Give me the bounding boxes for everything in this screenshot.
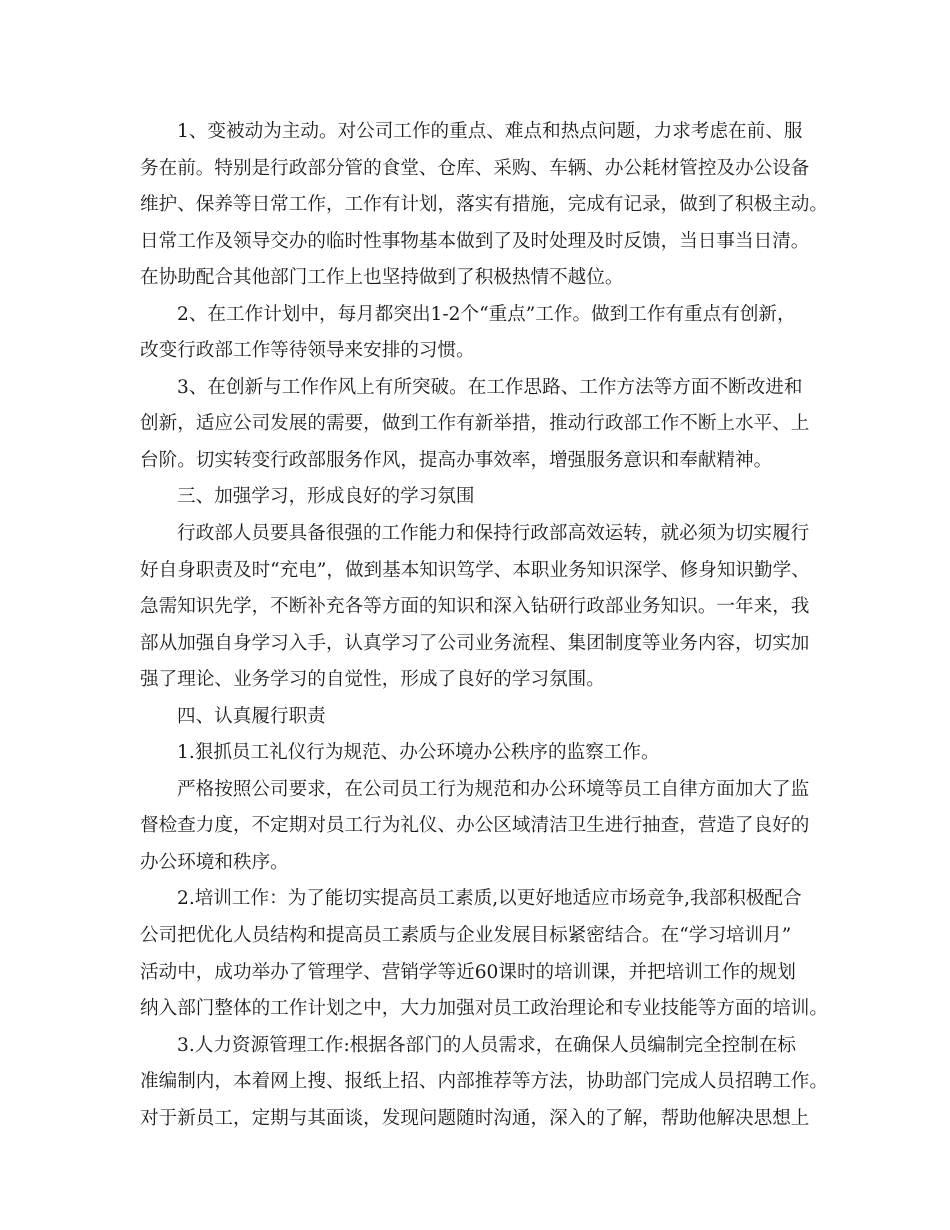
text-line: 在协助配合其他部门工作上也坚持做到了积极热情不越位。 <box>140 267 624 289</box>
text-line: 办公环境和秩序。 <box>140 851 289 873</box>
text-line: 纳入部门整体的工作计划之中，大力加强对员工政治理论和专业技能等方面的培训。 <box>140 998 828 1020</box>
text-line: 强了理论、业务学习的自觉性，形成了良好的学习氛围。 <box>140 669 605 691</box>
text-line: 部从加强自身学习入手，认真学习了公司业务流程、集团制度等业务内容，切实加 <box>140 632 810 654</box>
text-line: 对于新员工，定期与其面谈，发现问题随时沟通，深入的了解，帮助他解决思想上 <box>140 1107 810 1129</box>
text-line: 3.人力资源管理工作:根据各部门的人员需求，在确保人员编制完全控制在标 <box>177 1034 797 1056</box>
text-line: 台阶。切实转变行政部服务作风，提高办事效率，增强服务意识和奉献精神。 <box>140 449 773 471</box>
text-line: 3、在创新与工作作风上有所突破。在工作思路、工作方法等方面不断改进和 <box>177 376 803 398</box>
text-line: 急需知识先学，不断补充各等方面的知识和深入钻研行政部业务知识。一年来，我 <box>140 596 810 618</box>
text-line: 准编制内，本着网上搜、报纸上招、内部推荐等方法，协助部门完成人员招聘工作。 <box>140 1071 828 1093</box>
text-line: 2、在工作计划中，每月都突出1-2个“重点”工作。做到工作有重点有创新， <box>177 303 796 325</box>
text-line: 公司把优化人员结构和提高员工素质与企业发展目标紧密结合。在“学习培训月” <box>140 925 792 947</box>
text-line: 好自身职责及时“充电”，做到基本知识笃学、本职业务知识深学、修身知识勤学、 <box>140 559 810 581</box>
text-line: 1.狠抓员工礼仪行为规范、办公环境办公秩序的监察工作。 <box>177 742 660 764</box>
text-line: 2.培训工作：为了能切实提高员工素质,以更好地适应市场竞争,我部积极配合 <box>177 888 802 910</box>
text-line: 日常工作及领导交办的临时性事物基本做到了及时处理及时反馈，当日事当日清。 <box>140 230 810 252</box>
text-line: 1、变被动为主动。对公司工作的重点、难点和热点问题，力求考虑在前、服 <box>177 121 803 142</box>
text-line: 行政部人员要具备很强的工作能力和保持行政部高效运转，就必须为切实履行 <box>177 523 810 545</box>
text-line: 严格按照公司要求，在公司员工行为规范和办公环境等员工自律方面加大了监 <box>177 778 810 800</box>
document-body <box>140 114 830 1137</box>
text-line: 改变行政部工作等待领导来安排的习惯。 <box>140 340 475 362</box>
text-line: 创新，适应公司发展的需要，做到工作有新举措，推动行政部工作不断上水平、上 <box>140 413 810 435</box>
text-line: 务在前。特别是行政部分管的食堂、仓库、采购、车辆、办公耗材管控及办公设备 <box>140 157 810 179</box>
text-line: 督检查力度，不定期对员工行为礼仪、办公区域清洁卫生进行抽查，营造了良好的 <box>140 815 810 837</box>
text-line: 四、认真履行职责 <box>177 705 326 727</box>
text-line: 活动中，成功举办了管理学、营销学等近60课时的培训课，并把培训工作的规划 <box>140 961 796 983</box>
text-line: 维护、保养等日常工作，工作有计划，落实有措施，完成有记录，做到了积极主动。 <box>140 194 828 216</box>
text-line: 三、加强学习，形成良好的学习氛围 <box>177 486 475 508</box>
